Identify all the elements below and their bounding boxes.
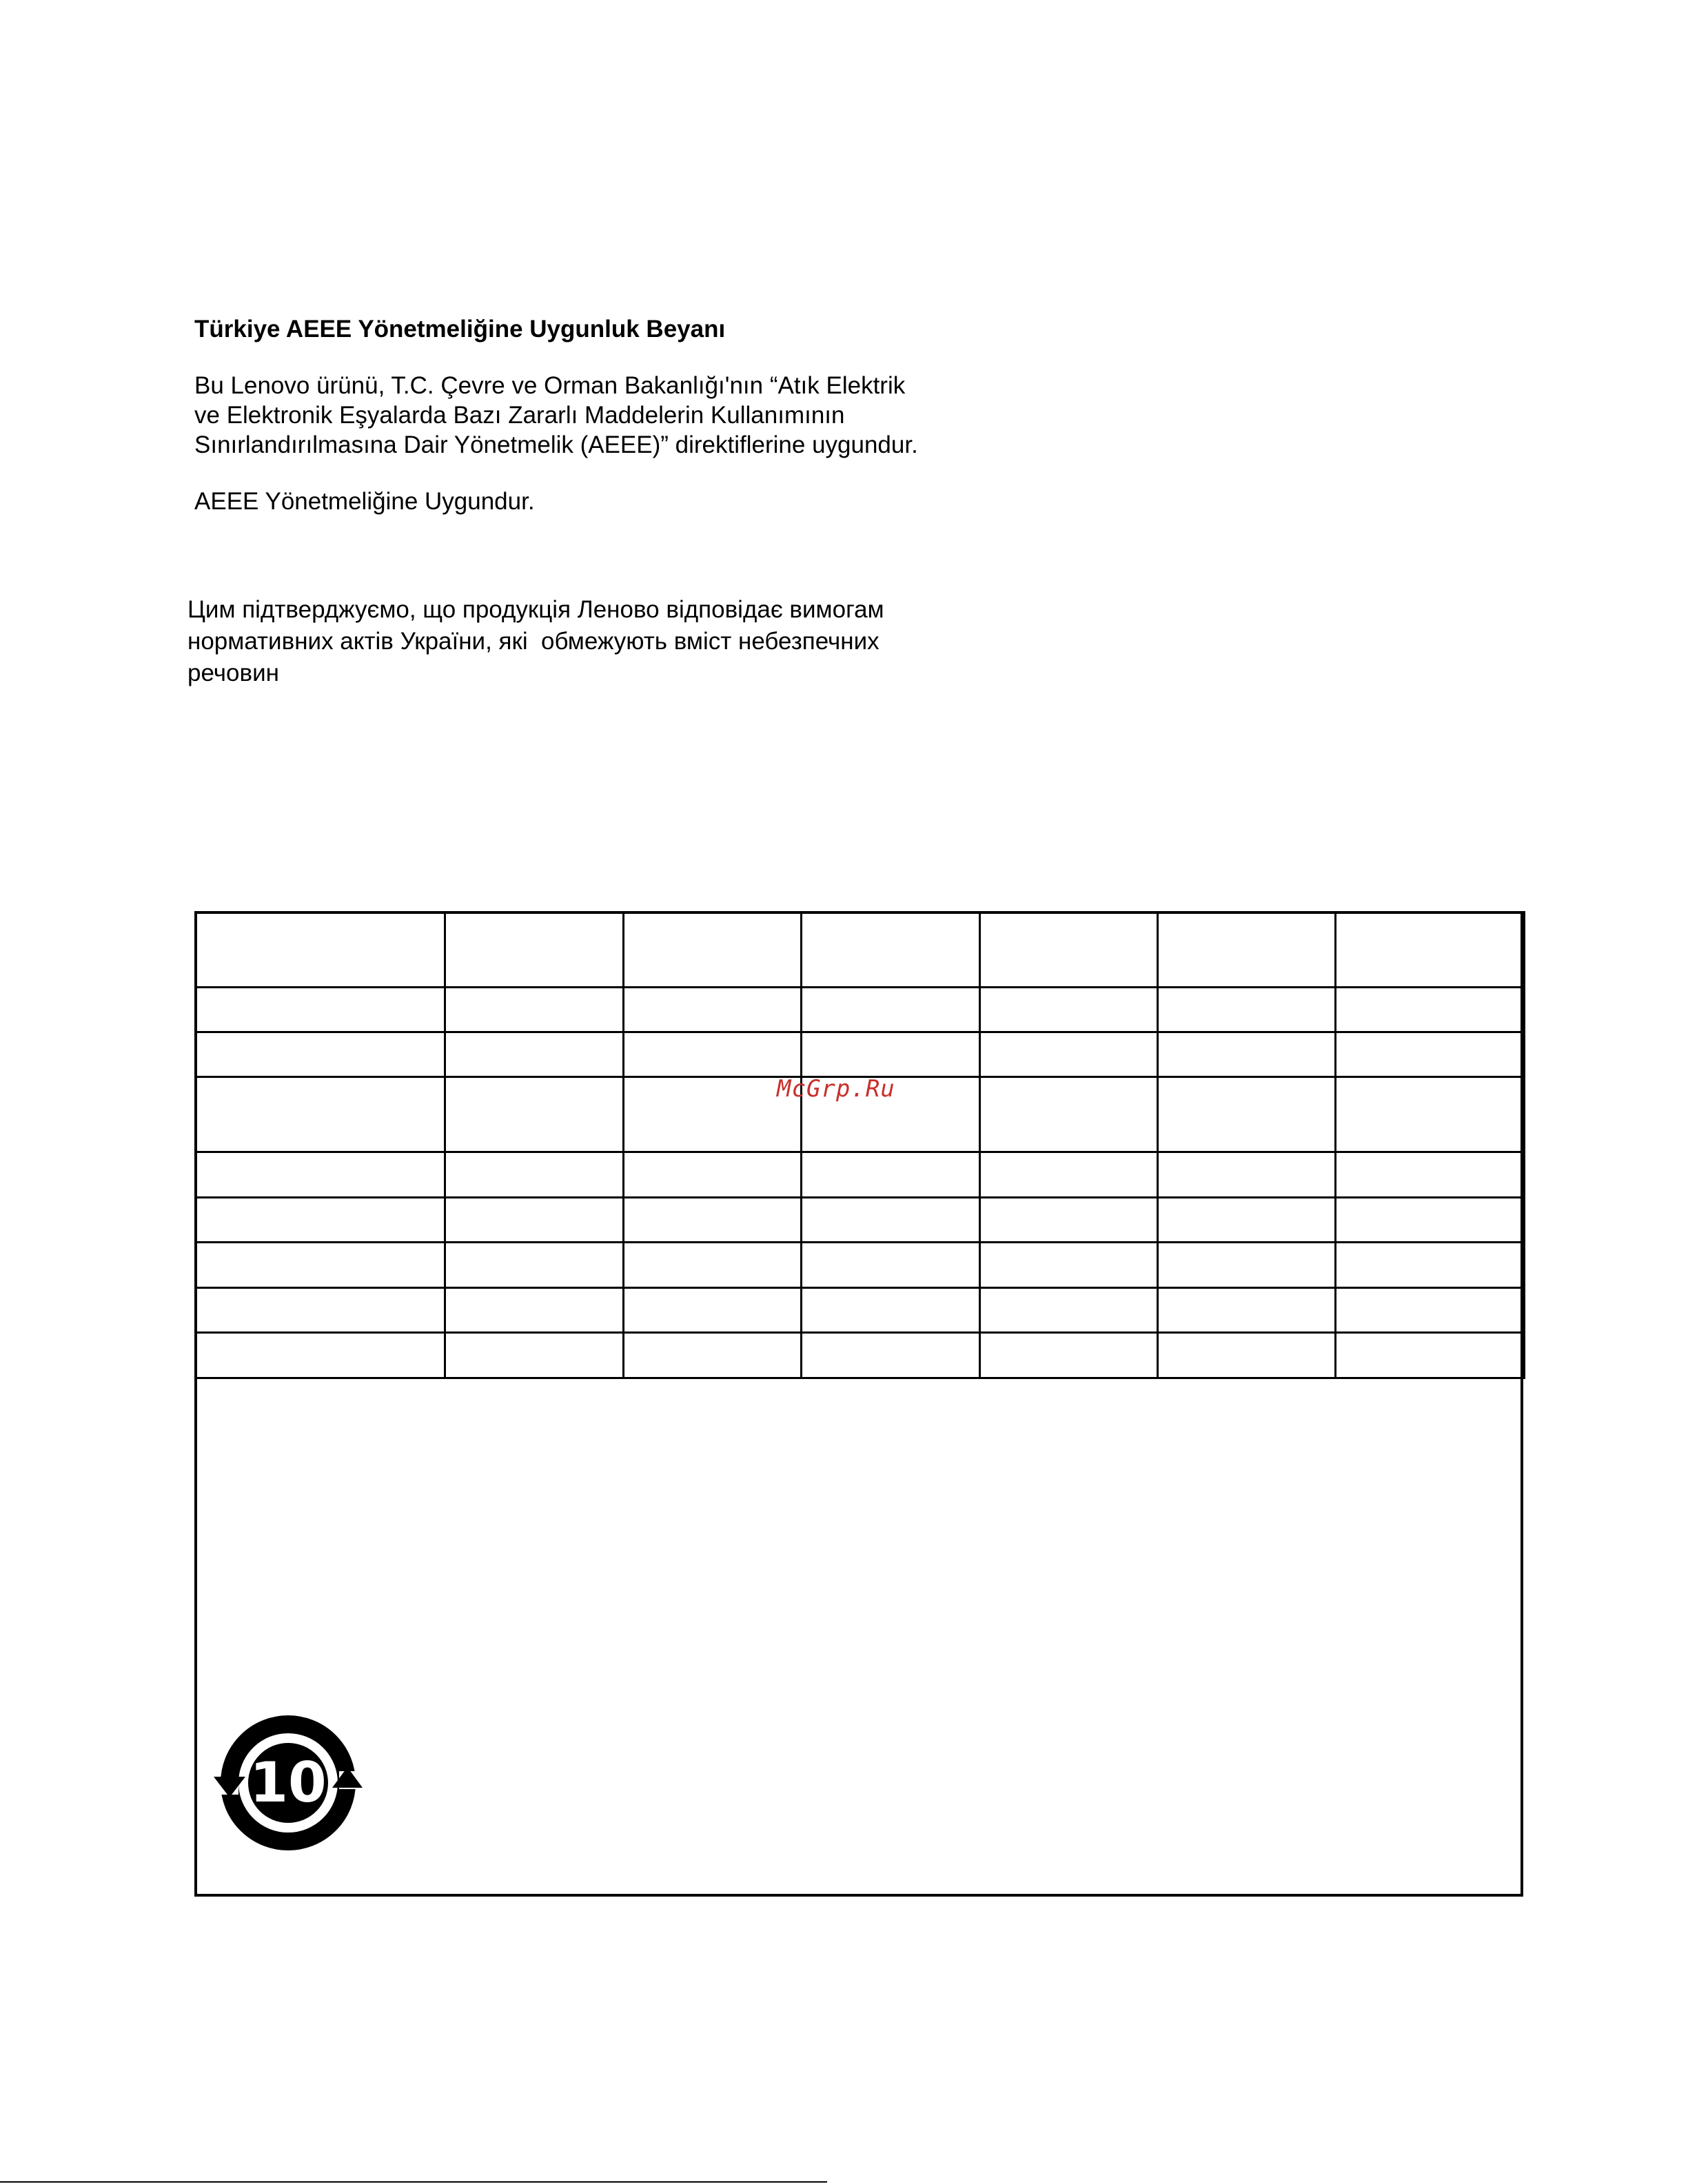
table-cell — [1158, 912, 1336, 988]
table-cell — [1336, 1152, 1525, 1198]
table-cell — [1158, 1077, 1336, 1152]
table-cell — [802, 1333, 980, 1378]
table-cell — [980, 1243, 1158, 1288]
table-cell — [445, 1077, 624, 1152]
table-cell — [980, 1288, 1158, 1333]
table-cell — [624, 1333, 802, 1378]
table-header-row — [196, 912, 1525, 988]
table-cell — [445, 1333, 624, 1378]
table-cell — [445, 1288, 624, 1333]
table-cell — [980, 1333, 1158, 1378]
table-cell — [1158, 988, 1336, 1032]
table-cell — [802, 912, 980, 988]
ukrainian-declaration-body: Цим підтверджуємо, що продукція Леново відповідає вимогам нормативних актів України, які обмежують вміст небезпечних речовин — [187, 596, 884, 686]
table-cell — [196, 1288, 445, 1333]
table-cell — [445, 1152, 624, 1198]
page-bottom-rule — [0, 2181, 827, 2183]
table-cell — [802, 1288, 980, 1333]
table-row — [196, 1333, 1525, 1378]
table-cell — [980, 988, 1158, 1032]
table-cell — [802, 1243, 980, 1288]
table-cell — [624, 1077, 802, 1152]
turkish-compliance-note: AEEE Yönetmeliğine Uygundur. — [194, 488, 535, 515]
table-cell — [1336, 1032, 1525, 1077]
table-cell — [1336, 1288, 1525, 1333]
table-cell — [624, 1032, 802, 1077]
table-cell — [802, 988, 980, 1032]
table-row — [196, 1198, 1525, 1243]
turkish-declaration-title: Türkiye AEEE Yönetmeliğine Uygunluk Beyanı — [194, 316, 726, 343]
hazardous-substances-table — [194, 911, 1525, 1379]
table-cell — [445, 988, 624, 1032]
table-row — [196, 1288, 1525, 1333]
table-cell — [980, 1152, 1158, 1198]
efup-10-label: 10 — [250, 1751, 327, 1815]
table-cell — [624, 1152, 802, 1198]
table-cell — [980, 1198, 1158, 1243]
table-row — [196, 1152, 1525, 1198]
table-cell — [1336, 1243, 1525, 1288]
table-cell — [445, 1198, 624, 1243]
table-row — [196, 1243, 1525, 1288]
table-cell — [196, 912, 445, 988]
table-cell — [1336, 1198, 1525, 1243]
table-cell — [624, 1288, 802, 1333]
table-cell — [980, 912, 1158, 988]
table-cell — [196, 1198, 445, 1243]
table-cell — [196, 1333, 445, 1378]
table-cell — [196, 1243, 445, 1288]
table-cell — [624, 1243, 802, 1288]
table-cell — [1158, 1288, 1336, 1333]
table-cell — [624, 912, 802, 988]
table-cell — [445, 1243, 624, 1288]
table-cell — [196, 1032, 445, 1077]
table-cell — [196, 1152, 445, 1198]
table-cell — [1336, 988, 1525, 1032]
table-cell — [196, 988, 445, 1032]
table-cell — [802, 1152, 980, 1198]
table-cell — [802, 1032, 980, 1077]
table-cell — [624, 988, 802, 1032]
turkish-declaration-body: Bu Lenovo ürünü, T.C. Çevre ve Orman Bakanlığı'nın “Atık Elektrik ve Elektronik Eşyalarda Bazı Zararlı Maddelerin Kullanımının Sınırlandırılmasına Dair Yönetmelik (AEEE)” direktiflerine uygundur. — [194, 372, 918, 458]
table-cell — [1158, 1333, 1336, 1378]
table-row — [196, 988, 1525, 1032]
table-cell — [802, 1198, 980, 1243]
watermark-text: McGrp.Ru — [777, 1075, 895, 1103]
table-cell — [1158, 1243, 1336, 1288]
efup-10-icon — [211, 1713, 369, 1853]
table-cell — [980, 1032, 1158, 1077]
table-cell — [1336, 1077, 1525, 1152]
table-row — [196, 1032, 1525, 1077]
table-cell — [1336, 912, 1525, 988]
table-cell — [445, 1032, 624, 1077]
table-cell — [1158, 1032, 1336, 1077]
table-cell — [445, 912, 624, 988]
table-cell — [1336, 1333, 1525, 1378]
table-cell — [1158, 1198, 1336, 1243]
table-cell — [196, 1077, 445, 1152]
table-cell — [1158, 1152, 1336, 1198]
table-cell — [980, 1077, 1158, 1152]
table-cell — [624, 1198, 802, 1243]
